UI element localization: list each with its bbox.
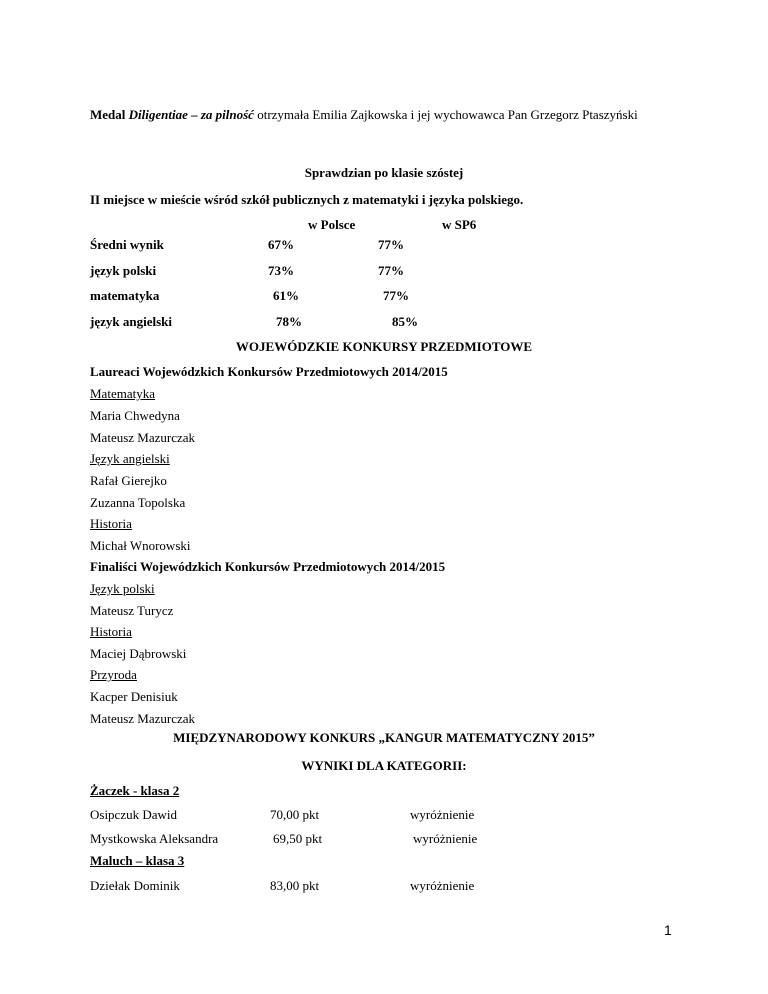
page-number: 1 xyxy=(664,922,672,938)
result-points: 83,00 pkt xyxy=(270,878,320,893)
result-name: Osipczuk Dawid xyxy=(90,807,178,822)
medal-name: Diligentiae – za pilność xyxy=(128,107,254,122)
result-name: Dziełak Dominik xyxy=(90,878,180,893)
finalisci-subject: Przyroda xyxy=(90,667,137,682)
table-cell-polska: 67% xyxy=(268,237,294,252)
sprawdzian-title: Sprawdzian po klasie szóstej xyxy=(304,165,464,180)
table-cell-sp6: 85% xyxy=(392,314,418,329)
list-item: Mateusz Mazurczak xyxy=(90,711,196,726)
finalisci-title: Finaliści Wojewódzkich Konkursów Przedmiotowych 2014/2015 xyxy=(90,559,446,574)
result-points: 69,50 pkt xyxy=(273,831,323,846)
table-row-label: język polski xyxy=(90,263,157,278)
list-item: Kacper Denisiuk xyxy=(90,689,178,704)
table-cell-sp6: 77% xyxy=(378,237,404,252)
laureaci-subject: Historia xyxy=(90,516,132,531)
category-name: Żaczek - klasa 2 xyxy=(90,783,180,798)
result-award: wyróżnienie xyxy=(410,878,475,893)
sprawdzian-subtitle: II miejsce w mieście wśród szkół publicznych z matematyki i języka polskiego. xyxy=(90,192,524,207)
kangur-heading: MIĘDZYNARODOWY KONKURS „KANGUR MATEMATYCZNY 2015” xyxy=(173,730,595,745)
table-cell-polska: 78% xyxy=(276,314,302,329)
result-award: wyróżnienie xyxy=(413,831,478,846)
list-item: Michał Wnorowski xyxy=(90,538,191,553)
col-header-polska: w Polsce xyxy=(308,217,356,232)
medal-line xyxy=(90,107,638,123)
table-row-label: Średni wynik xyxy=(90,237,164,252)
list-item: Mateusz Turycz xyxy=(90,603,174,618)
table-cell-polska: 61% xyxy=(273,288,299,303)
table-cell-sp6: 77% xyxy=(383,288,409,303)
finalisci-subject: Historia xyxy=(90,624,132,639)
medal-recipients: otrzymała Emilia Zajkowska i jej wychowawca Pan Grzegorz Ptaszyński xyxy=(253,107,638,122)
result-points: 70,00 pkt xyxy=(270,807,320,822)
result-name: Mystkowska Aleksandra xyxy=(90,831,219,846)
table-cell-polska: 73% xyxy=(268,263,294,278)
medal-prefix: Medal xyxy=(90,107,129,122)
table-cell-sp6: 77% xyxy=(378,263,404,278)
list-item: Maria Chwedyna xyxy=(90,408,180,423)
finalisci-subject: Język polski xyxy=(90,581,155,596)
wojewodzkie-heading: WOJEWÓDZKIE KONKURSY PRZEDMIOTOWE xyxy=(235,339,533,354)
list-item: Zuzanna Topolska xyxy=(90,495,186,510)
list-item: Maciej Dąbrowski xyxy=(90,646,187,661)
laureaci-title: Laureaci Wojewódzkich Konkursów Przedmiotowych 2014/2015 xyxy=(90,364,448,379)
laureaci-subject: Język angielski xyxy=(90,451,170,466)
table-row-label: język angielski xyxy=(90,314,172,329)
list-item: Rafał Gierejko xyxy=(90,473,167,488)
result-award: wyróżnienie xyxy=(410,807,475,822)
laureaci-subject: Matematyka xyxy=(90,386,155,401)
list-item: Mateusz Mazurczak xyxy=(90,430,196,445)
kangur-subheading: WYNIKI DLA KATEGORII: xyxy=(301,758,467,773)
col-header-sp6: w SP6 xyxy=(442,217,477,232)
category-name: Maluch – klasa 3 xyxy=(90,853,185,868)
table-row-label: matematyka xyxy=(90,288,160,303)
